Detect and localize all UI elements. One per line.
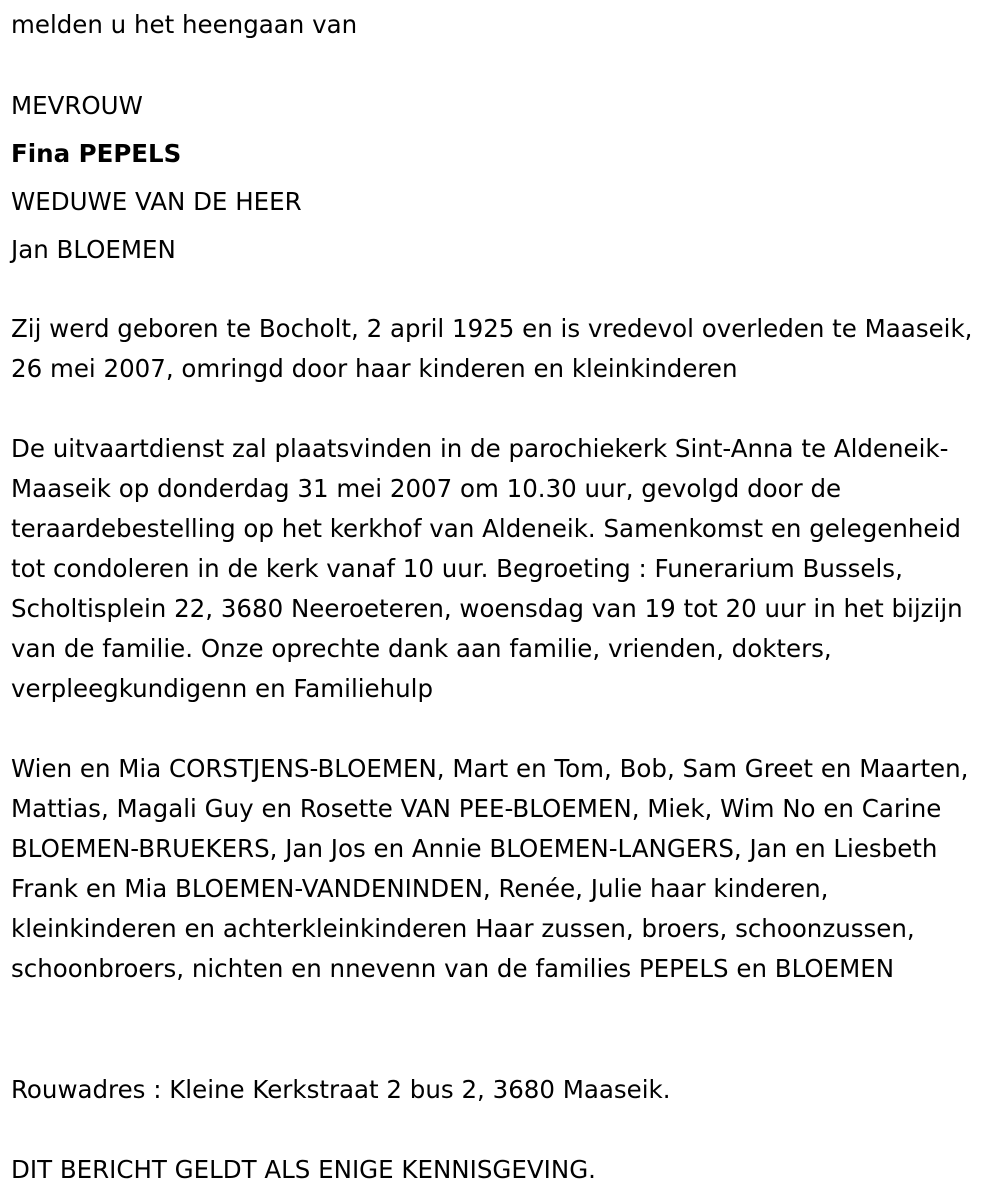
intro-text: melden u het heengaan van <box>11 10 358 39</box>
deceased-name: Fina PEPELS <box>11 139 182 168</box>
spouse-name: Jan BLOEMEN <box>11 235 176 264</box>
family-paragraph: Wien en Mia CORSTJENS-BLOEMEN, Mart en Tom, Bob, Sam Greet en Maarten, Mattias, Magali Guy en Rosette VAN PEE-BLOEMEN, Miek, Wim No en Carine BLOEMEN-BRUEKERS, Jan Jos en Annie BLOEMEN-LANGERS, Jan en Liesbeth Frank en Mia BLOEMEN-VANDENINDEN, Renée, Julie haar kinderen, kleinkinderen en achterkleinkinderen Haar zussen, broers, schoonzussen, schoonbroers, nichten en nnevenn van de families PEPELS en BLOEMEN <box>11 754 969 983</box>
mourning-address: Rouwadres : Kleine Kerkstraat 2 bus 2, 3680 Maaseik. <box>11 1075 671 1104</box>
salutation: MEVROUW <box>11 91 143 120</box>
widow-line: WEDUWE VAN DE HEER <box>11 187 302 216</box>
funeral-service-paragraph: De uitvaartdienst zal plaatsvinden in de parochiekerk Sint-Anna te Aldeneik-Maaseik op donderdag 31 mei 2007 om 10.30 uur, gevolgd door de teraardebestelling op het kerkhof van Aldeneik. Samenkomst en gelegenheid tot condoleren in de kerk vanaf 10 uur. Begroeting : Funerarium Bussels, Scholtisplein 22, 3680 Neeroeteren, woensdag van 19 tot 20 uur in het bijzijn van de familie. Onze oprechte dank aan familie, vrienden, dokters, verpleegkundigenn en Familiehulp <box>11 434 963 703</box>
closing-notice: DIT BERICHT GELDT ALS ENIGE KENNISGEVING. <box>11 1155 596 1184</box>
birth-death-paragraph: Zij werd geboren te Bocholt, 2 april 1925 en is vredevol overleden te Maaseik, 26 mei 2007, omringd door haar kinderen en kleinkinderen <box>11 314 973 383</box>
